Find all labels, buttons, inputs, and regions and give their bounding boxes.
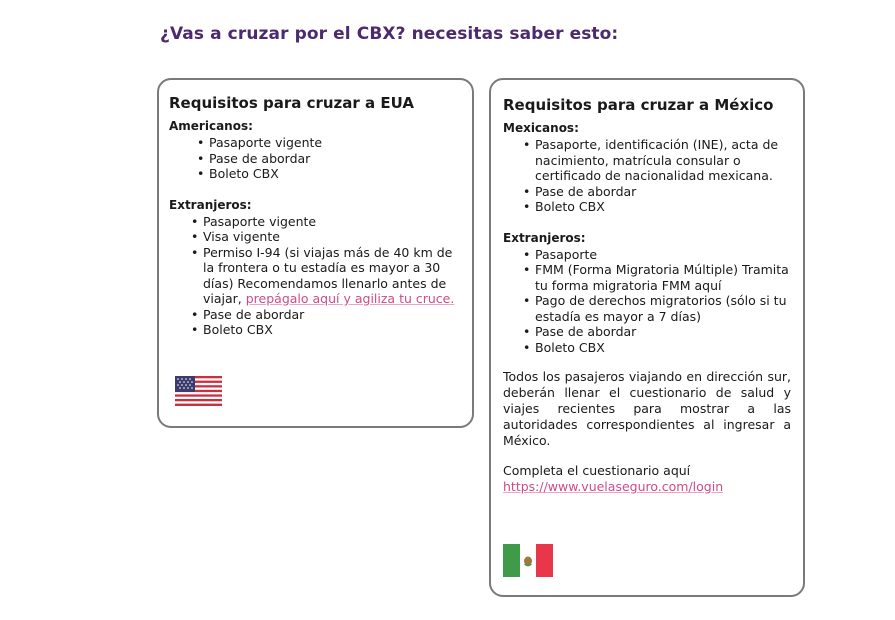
- questionnaire-label: Completa el cuestionario aquí: [503, 463, 691, 478]
- questionnaire-link[interactable]: https://www.vuelaseguro.com/login: [503, 479, 724, 494]
- extranjeros-mx-list: [503, 247, 791, 356]
- mexico-flag-icon: [503, 544, 553, 577]
- mexico-card-heading: Requisitos para cruzar a México: [503, 96, 774, 114]
- list-item: • Boleto CBX: [535, 199, 791, 215]
- list-item: • Pago de derechos migratorios (sólo si tu estadía es mayor a 7 días): [535, 293, 791, 324]
- page-title: ¿Vas a cruzar por el CBX? necesitas saber esto:: [160, 24, 619, 44]
- list-item-i94: [203, 245, 462, 307]
- mexicanos-list: [503, 137, 791, 215]
- list-item: • Pase de abordar: [535, 324, 791, 340]
- list-item: • Pase de abordar: [535, 184, 791, 200]
- us-flag-icon: [175, 376, 222, 406]
- americanos-list: [169, 135, 462, 182]
- list-item: • Boleto CBX: [535, 340, 791, 356]
- questionnaire-block: [503, 463, 791, 495]
- list-item: • Pase de abordar: [209, 151, 462, 167]
- i94-text: Permiso I-94 (si viajas más de 40 km de la frontera o tu estadía es mayor a 30 días) Recomendamos llenarlo antes de viajar,: [203, 244, 453, 306]
- extranjeros-mx-title: Extranjeros:: [503, 230, 586, 245]
- mexico-requirements-card: [489, 78, 805, 597]
- list-item: • Visa vigente: [203, 229, 462, 245]
- americanos-title: Americanos:: [169, 119, 253, 133]
- health-questionnaire-notice: Todos los pasajeros viajando en dirección sur, deberán llenar el cuestionario de salud y viajes recientes para mostrar a las autoridades correspondientes al ingresar a México.: [503, 369, 791, 448]
- extranjeros-usa-title: Extranjeros:: [169, 197, 252, 212]
- extranjeros-usa-list: [169, 214, 462, 338]
- list-item: • Boleto CBX: [203, 322, 462, 338]
- usa-card-heading: Requisitos para cruzar a EUA: [169, 94, 414, 112]
- list-item: • Pasaporte vigente: [203, 214, 462, 230]
- list-item: • Pasaporte vigente: [209, 135, 462, 151]
- list-item: • Boleto CBX: [209, 166, 462, 182]
- list-item: • Pase de abordar: [203, 307, 462, 323]
- list-item: • FMM (Forma Migratoria Múltiple) Tramita tu forma migratoria FMM aquí: [535, 262, 791, 293]
- mexicanos-title: Mexicanos:: [503, 121, 579, 135]
- usa-requirements-card: [157, 78, 474, 428]
- list-item: • Pasaporte, identificación (INE), acta de nacimiento, matrícula consular o certificado de nacionalidad mexicana.: [535, 137, 791, 184]
- prepay-i94-link[interactable]: prepágalo aquí y agiliza tu cruce.: [245, 291, 455, 306]
- list-item: • Pasaporte: [535, 247, 791, 263]
